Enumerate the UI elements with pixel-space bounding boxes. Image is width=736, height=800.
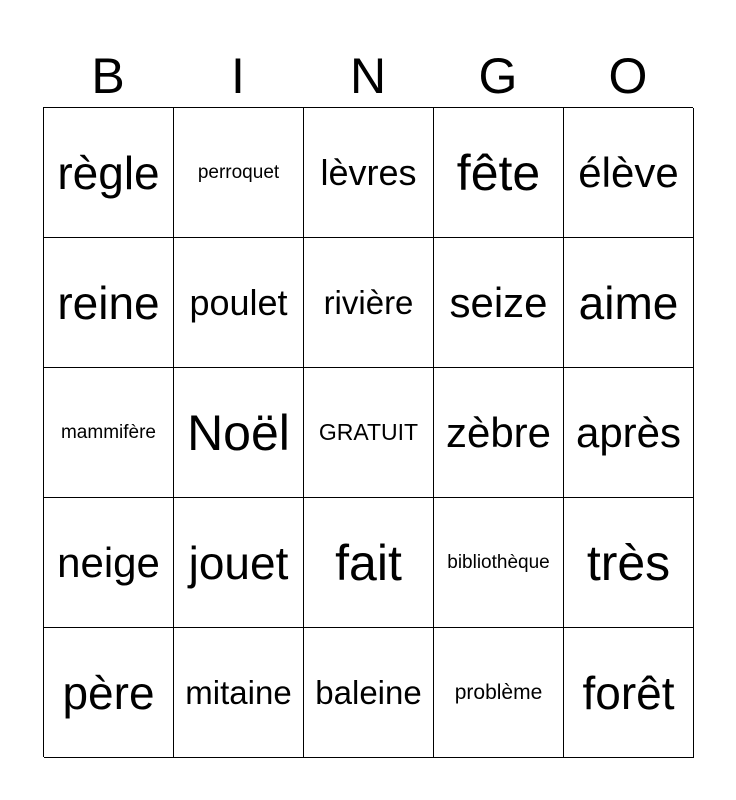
- bingo-cell[interactable]: bibliothèque: [434, 498, 564, 628]
- free-space-cell[interactable]: GRATUIT: [304, 368, 434, 498]
- bingo-cell[interactable]: fête: [434, 108, 564, 238]
- bingo-board: [43, 107, 693, 757]
- bingo-cell[interactable]: jouet: [174, 498, 304, 628]
- bingo-cell[interactable]: perroquet: [174, 108, 304, 238]
- bingo-cell[interactable]: élève: [564, 108, 694, 238]
- bingo-cell[interactable]: aime: [564, 238, 694, 368]
- header-letter-n: N: [349, 48, 387, 104]
- bingo-cell[interactable]: Noël: [174, 368, 304, 498]
- bingo-cell[interactable]: père: [44, 628, 174, 758]
- bingo-cell[interactable]: forêt: [564, 628, 694, 758]
- bingo-cell[interactable]: zèbre: [434, 368, 564, 498]
- header-letter-b: B: [91, 48, 125, 104]
- bingo-cell[interactable]: mitaine: [174, 628, 304, 758]
- bingo-cell[interactable]: poulet: [174, 238, 304, 368]
- bingo-cell[interactable]: après: [564, 368, 694, 498]
- header-letter-o: O: [608, 48, 648, 104]
- bingo-header: [43, 44, 693, 108]
- header-letter-i: I: [231, 48, 245, 104]
- bingo-cell[interactable]: fait: [304, 498, 434, 628]
- bingo-cell[interactable]: baleine: [304, 628, 434, 758]
- bingo-cell[interactable]: rivière: [304, 238, 434, 368]
- bingo-cell[interactable]: très: [564, 498, 694, 628]
- bingo-cell[interactable]: lèvres: [304, 108, 434, 238]
- header-letter-g: G: [478, 48, 518, 104]
- bingo-cell[interactable]: mammifère: [44, 368, 174, 498]
- bingo-cell[interactable]: seize: [434, 238, 564, 368]
- bingo-cell[interactable]: reine: [44, 238, 174, 368]
- bingo-cell[interactable]: neige: [44, 498, 174, 628]
- bingo-cell[interactable]: problème: [434, 628, 564, 758]
- bingo-cell[interactable]: règle: [44, 108, 174, 238]
